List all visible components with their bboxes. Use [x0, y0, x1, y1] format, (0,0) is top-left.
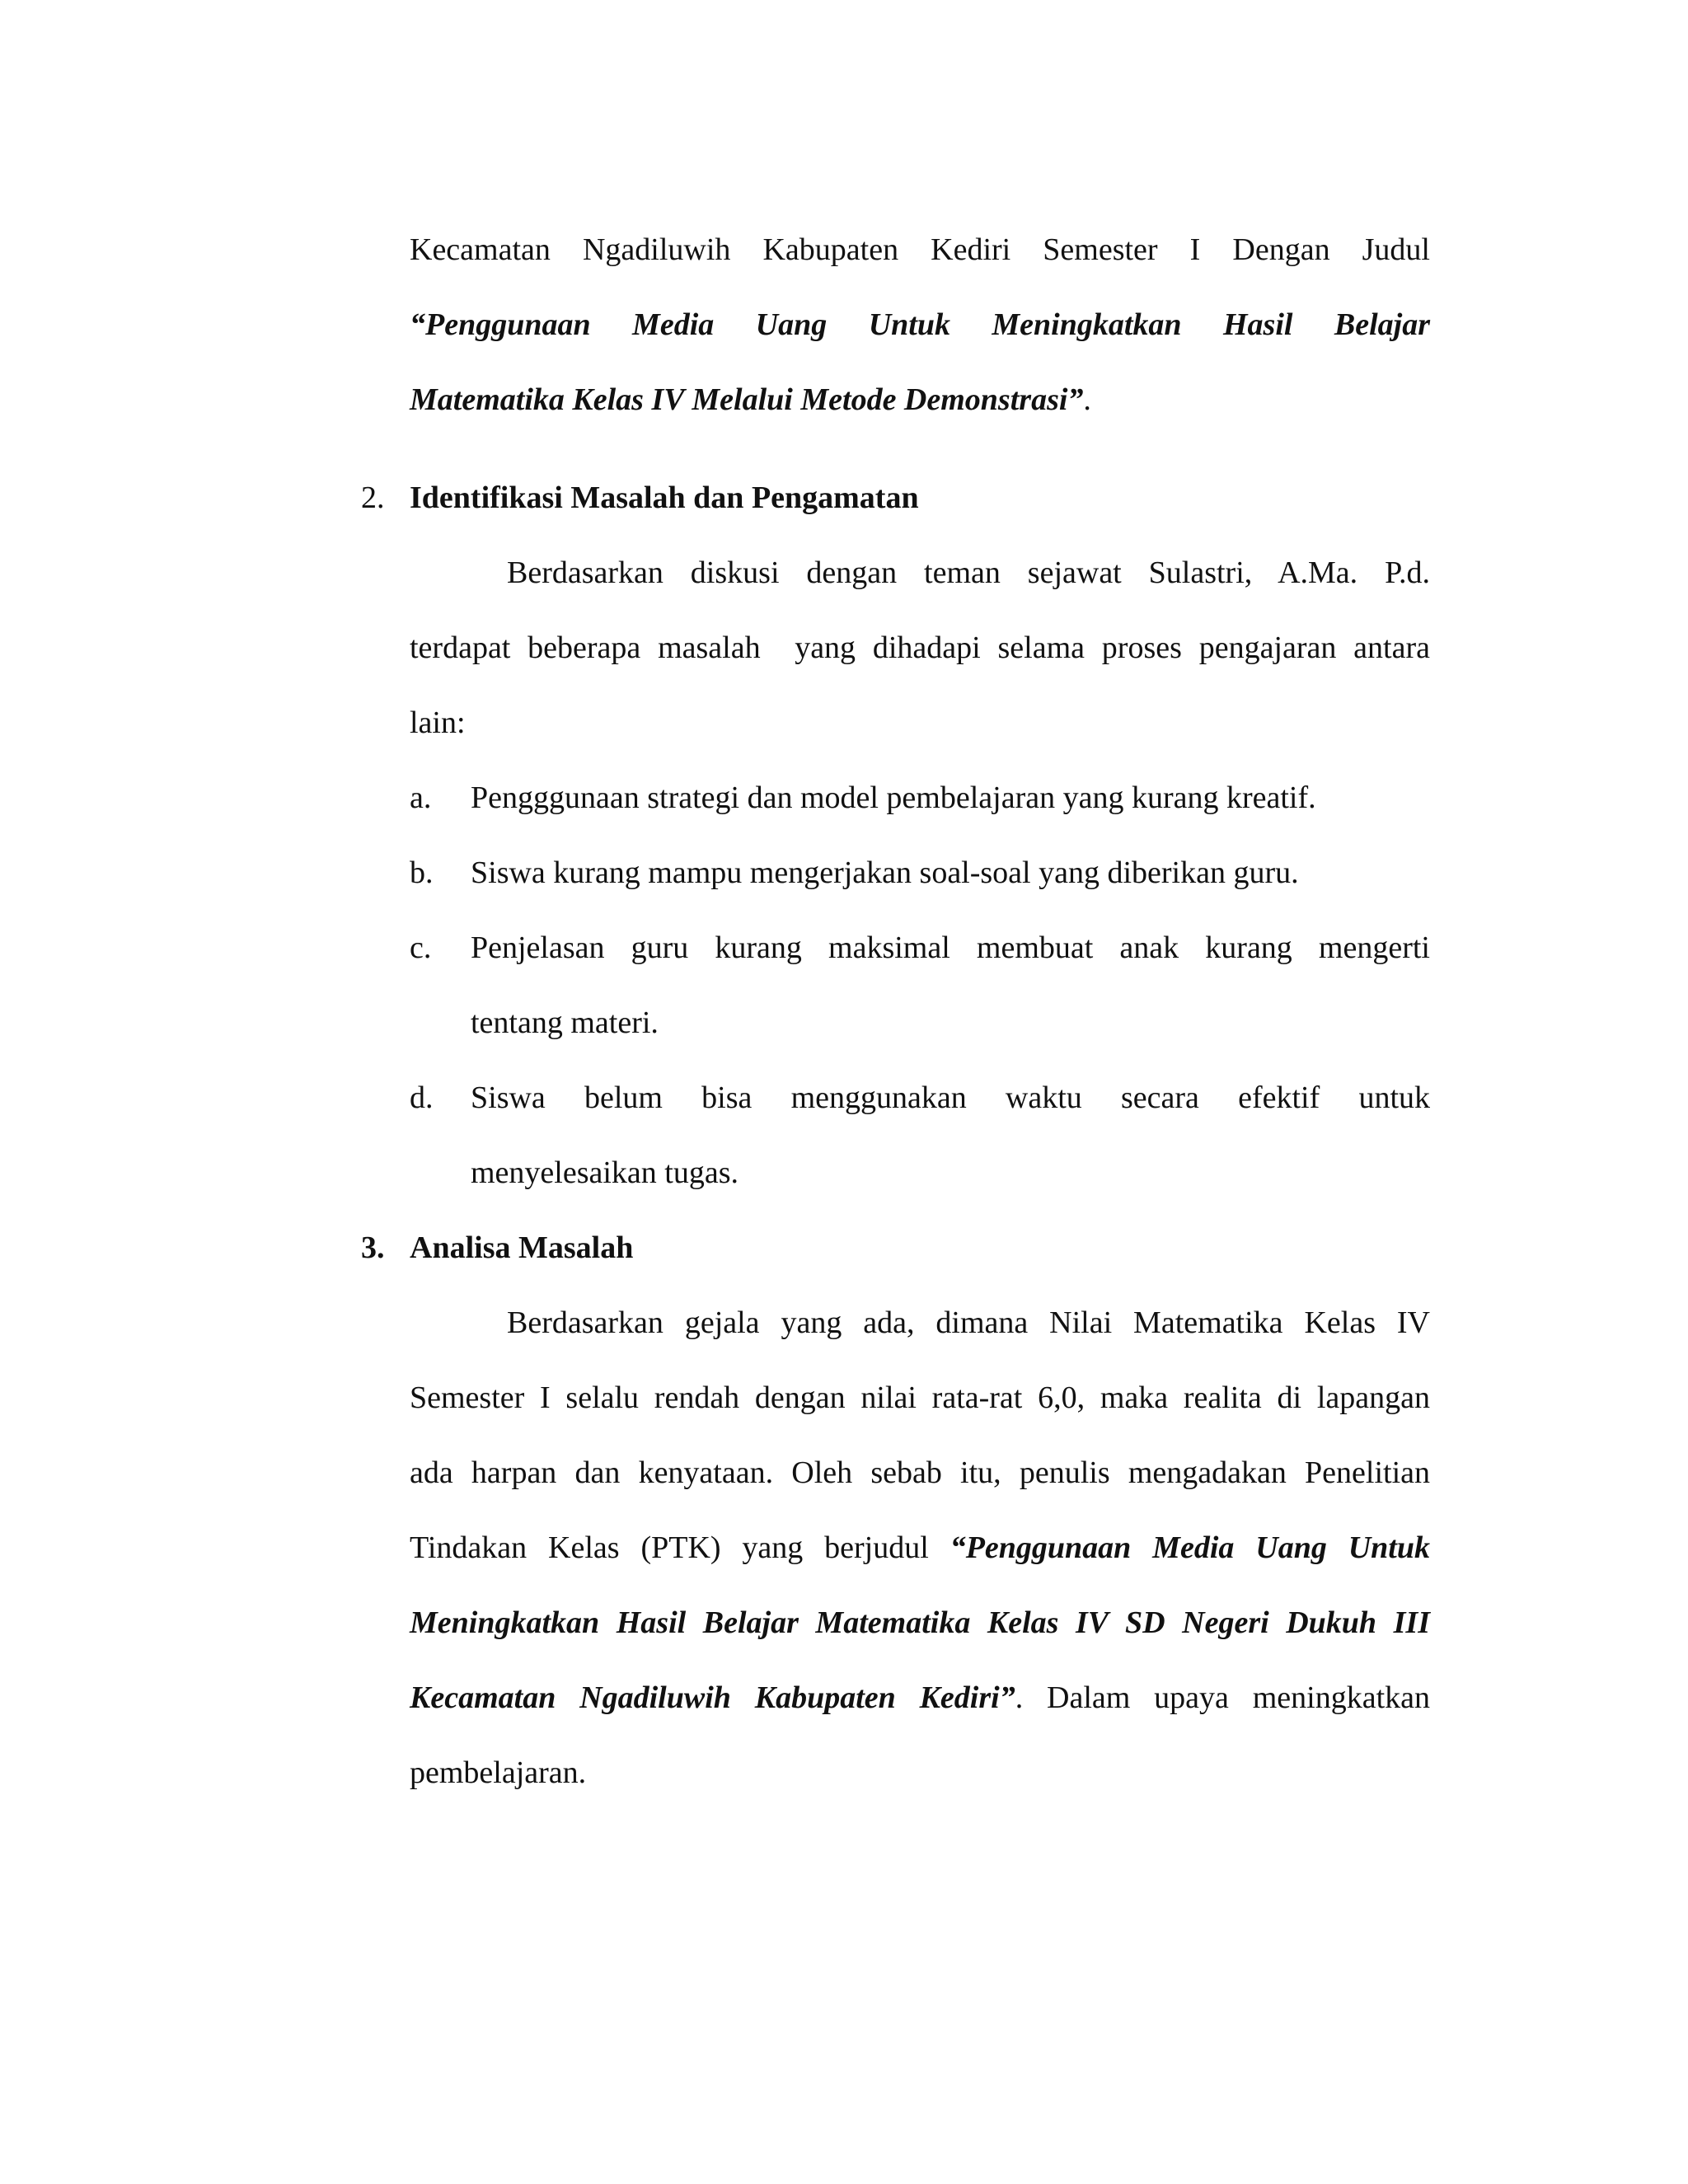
list-item-d-letter: d.	[410, 1080, 434, 1115]
list-item-a-letter: a.	[410, 780, 432, 815]
section-3-title-part-2: Meningkatkan Hasil Belajar Matematika Kelas IV SD Negeri Dukuh III	[410, 1605, 1430, 1640]
section-3-line-7: pembelajaran.	[410, 1755, 587, 1790]
list-item-c-text-line-1: Penjelasan guru kurang maksimal membuat anak kurang mengerti	[471, 930, 1430, 965]
section-2-para-line-2: terdapat beberapa masalah yang dihadapi selama proses pengajaran antara	[410, 630, 1430, 665]
section-3-line-3: ada harpan dan kenyataan. Oleh sebab itu, penulis mengadakan Penelitian	[410, 1455, 1430, 1490]
section-3-line-6	[410, 1661, 1430, 1736]
list-item-b-letter: b.	[410, 855, 434, 890]
section-3-line-4-plain: Tindakan Kelas (PTK) yang berjudul	[410, 1530, 950, 1565]
section-3-heading: Analisa Masalah	[410, 1230, 634, 1265]
section-2-para-line-1: Berdasarkan diskusi dengan teman sejawat Sulastri, A.Ma. P.d.	[507, 555, 1430, 590]
section-2-para-line-3: lain:	[410, 705, 466, 740]
list-item-d-text-line-2: menyelesaikan tugas.	[471, 1155, 739, 1190]
list-item-c-letter: c.	[410, 930, 432, 965]
section-3-line-2: Semester I selalu rendah dengan nilai rata-rat 6,0, maka realita di lapangan	[410, 1380, 1430, 1415]
section-3-line-4	[410, 1511, 1430, 1586]
intro-line-1: Kecamatan Ngadiluwih Kabupaten Kediri Semester I Dengan Judul	[410, 232, 1430, 267]
intro-title-line-1: “Penggunaan Media Uang Untuk Meningkatkan Hasil Belajar	[410, 307, 1430, 342]
section-2-number: 2.	[361, 480, 385, 515]
list-item-b-text: Siswa kurang mampu mengerjakan soal-soal yang diberikan guru.	[471, 855, 1299, 890]
section-2-heading: Identifikasi Masalah dan Pengamatan	[410, 480, 919, 515]
section-3-title-part-1: “Penggunaan Media Uang Untuk	[950, 1530, 1430, 1565]
section-3-number: 3.	[361, 1230, 385, 1265]
section-3-line-1: Berdasarkan gejala yang ada, dimana Nilai Matematika Kelas IV	[507, 1305, 1430, 1340]
intro-period: .	[1083, 382, 1091, 417]
list-item-c-text-line-2: tentang materi.	[471, 1005, 659, 1040]
list-item-a-text: Pengggunaan strategi dan model pembelajaran yang kurang kreatif.	[471, 780, 1316, 815]
list-item-d-text-line-1: Siswa belum bisa menggunakan waktu secara efektif untuk	[471, 1080, 1430, 1115]
intro-title-line-2	[410, 363, 1430, 438]
section-3-line-6-plain: . Dalam upaya meningkatkan	[1015, 1680, 1430, 1715]
section-3-title-part-3: Kecamatan Ngadiluwih Kabupaten Kediri”	[410, 1680, 1015, 1715]
intro-title-end: Matematika Kelas IV Melalui Metode Demonstrasi”	[410, 382, 1084, 417]
